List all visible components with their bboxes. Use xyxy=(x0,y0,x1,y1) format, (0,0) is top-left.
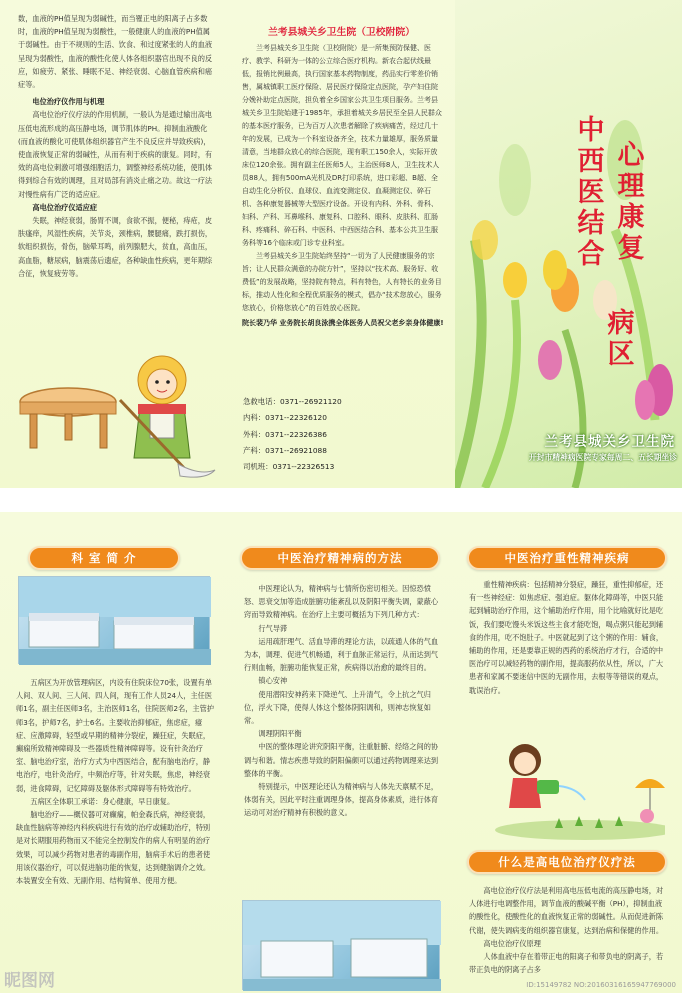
image-id-footer: ID:15149782 NO:20160316165947769000 xyxy=(526,981,676,989)
tcm-intro-paragraph: 中医理论认为，精神病与七情所伤密切相关。因惊恐愤怒、思衰交加等造成脏腑功能紊乱以及阴阳平衡失调，蒙蔽心窍而导致精神病。在治疗上主要可概括为下列几种方式： xyxy=(244,584,439,620)
indications-paragraph: 失眠，神经衰弱，肠胃不调，食欲不振，便秘，痔疮，皮肤瘙痒，风湿性疾病，关节炎，颈椎病，腰腿痛，跌打损伤，软组织损伤，骨伤，脑晕耳鸣，前列腺肥大，贫血，高血压，高血脂，糖尿病，脑震荡后遗症，各种缺血性疾病，更年期综合征，恢复疲劳等。 xyxy=(18,216,213,278)
eeg-therapy-paragraph: 脑电治疗——概仪器可对癫痫，帕金森氏病，神经衰弱，缺血性脑病等神经内科疾病进行有效的治疗或辅助治疗，特别是对长期服用药物而又不能完全控制发作的病人有明显的治疗效果，可以减少药物对患者的毒副作用，脑病手术后的患者使用该仪器治疗，可以促进脑功能的恢复，达到健脑调介之效。本装置安全有效、无副作用、结构简单、使用方便。 xyxy=(16,810,211,886)
vertical-title-ward xyxy=(605,308,637,370)
method-paragraph: 使用潜阳安神药来下降逆气、上升清气，令上抗之气归位，浮火下降，使得人体这个整体阴阳调和，则神志恢复如常。 xyxy=(244,689,431,726)
special-note-paragraph: 特别提示，中医理论还认为精神病与人体先天禀赋不足，体弱有关，因此平时注重调理身体，提高身体素质，进行体育运动可对治疗精神有积极的意义。 xyxy=(244,782,439,818)
method-paragraph: 中医的整体理论讲究阴阳平衡，注重脏腑、经络之间的协调与和谐。情志疾患导致的阴阳偏颇可以通过药物调理来达到整体的平衡。 xyxy=(244,742,439,778)
severe-mental-text xyxy=(469,578,669,697)
title-char: 病 xyxy=(607,308,635,339)
commitment-paragraph: 五病区全体职工承诺：身心健康，早日康复。 xyxy=(30,796,175,806)
vertical-title-left xyxy=(575,115,607,270)
title-char: 中 xyxy=(577,115,605,146)
section-paragraph: 高电位治疗仪疗法的作用机制，一般认为是通过输出高电压低电流形成的高压静电场，调节肌体的PH。抑制血液酸化(而血液的酸化可使肌体组织器官产生不良反应并导致疾病)，使血液恢复正常的弱碱性，从而有利于疾病的康复。同时，有效的高电位刺激可增强细胞活力，调整神经系统功能，使肌体得到综合有效的调理，且对局部有消炎止痛之功。故这一疗法对慢性病有广泛的适应症。 xyxy=(18,110,213,199)
panel-hospital-intro xyxy=(228,0,455,488)
ward-photo xyxy=(18,576,210,664)
title-char: 西 xyxy=(577,146,605,177)
principle-title: 高电位治疗仪原理 xyxy=(483,938,541,948)
ward-photo-2 xyxy=(242,900,440,990)
section-title: 电位治疗仪作用与机理 xyxy=(32,97,105,107)
method-title: 行气导滞 xyxy=(258,623,288,633)
method-paragraph: 运用疏肝理气、活血导滞的理论方法，以疏通人体的气血为本，调理、促进气机畅通，利于血脉正常运行，从而达到气行则血畅，脏腑功能恢复正常，疾病得以治愈的最终目的。 xyxy=(244,636,439,673)
method-title: 调理阴阳平衡 xyxy=(258,729,302,739)
electro-therapy-paragraph: 高电位治疗仪疗法是利用高电压低电流的高压静电场，对人体进行电调整作用，调节血液的酸碱平衡（PH），抑制血液的酸性化，使酸性化的血液恢复正常的弱碱性。从而促进新陈代谢，使失调病变的组织器官康复，达到治病和保健的作用。 xyxy=(469,886,664,935)
severe-mental-heading: 中医治疗重性精神疾病 xyxy=(467,546,667,570)
electro-therapy-text xyxy=(469,884,669,976)
title-char: 理 xyxy=(617,171,645,202)
title-char: 区 xyxy=(607,339,635,370)
contact-obstetrics: 产科：0371--26921088 xyxy=(243,445,327,455)
contact-list xyxy=(243,394,443,475)
hospital-text xyxy=(242,42,444,330)
panel-cover xyxy=(455,0,682,488)
principle-paragraph: 人体血液中存在着带正电的阳离子和带负电的阴离子，若带正负电的阴离子占多 xyxy=(469,952,664,975)
electro-therapy-heading: 什么是高电位治疗仪疗法 xyxy=(467,850,667,874)
title-char: 心 xyxy=(617,140,645,171)
panel-severe-mental xyxy=(455,512,682,993)
title-char: 康 xyxy=(617,202,645,233)
cleaning-girl-illustration xyxy=(10,340,220,480)
expert-subtitle: 开封市精神病医院专家每周二、五长期坐诊 xyxy=(528,453,677,462)
severe-mental-paragraph: 重性精神疾病：包括精神分裂症，躁狂，重性抑郁症，还有一些神经症：如焦虑症、强迫症。躯体化障碍等，中医只能起到辅助治疗作用，这个辅助治疗作用，用个比喻就好比是吃饭，我们要吃馒头米饭这些主食才能吃饱，喝点粥只能起到辅食的作用，吃不饱肚子。中医就起到了这个粥的作用：辅食，辅助的作用，还是要靠正规的西药的系统治疗才行，合适的中医治疗可以减轻药物的副作用，提高服药依从性，所以，广大患者和家属不要迷信中医的无副作用，去根等等错误的观点，耽误治疗。 xyxy=(469,580,664,695)
tcm-methods-heading: 中医治疗精神病的方法 xyxy=(240,546,440,570)
title-char: 合 xyxy=(577,239,605,270)
panel-electro-therapy xyxy=(0,0,228,488)
contact-surgery: 外科：0371--22326386 xyxy=(243,429,327,439)
section-title: 高电位治疗仪适应症 xyxy=(32,202,98,212)
contact-internal: 内科：0371--22326120 xyxy=(243,413,327,423)
tulip-flowers-illustration xyxy=(455,0,682,488)
hospital-title: 兰考县城关乡卫生院（卫校附院） xyxy=(268,27,415,38)
tcm-methods-text xyxy=(244,582,442,820)
ward-beds-image xyxy=(19,577,211,665)
watermark-logo: 昵图网 xyxy=(4,971,55,991)
ward-beds-image xyxy=(243,901,441,991)
contact-emergency: 急救电话：0371--26921120 xyxy=(243,397,342,406)
hospital-name: 兰考县城关乡卫生院 xyxy=(544,434,675,450)
title-char: 医 xyxy=(577,177,605,208)
department-paragraph: 五病区为开放管理病区，内设有住院床位70张，设置有单人间、双人间、三人间、四人间，现有工作人员24人，主任医师1名，副主任医师3名，主治医师1名，住院医师2名，主管护师3名，护师7名，护士6名。主要收治抑郁症，焦虑症，癔症、应激障碍，轻型或早期的精神分裂症，躁狂症，失眠症，癫痫所致精神障碍及一些器质性精神障碍等。设有针灸治疗室、脑电治疗室，治疗方式为中西医结合，配有脑电治疗，静电治疗，电针灸治疗，中频治疗等，针对失眠，焦虑，神经衰弱，进食障碍，记忆障碍及躯体形式障碍等有特效治疗。 xyxy=(16,678,214,793)
panel-tcm-methods xyxy=(228,512,455,993)
title-char: 复 xyxy=(617,233,645,264)
method-title: 镇心安神 xyxy=(258,676,288,686)
contact-drivers: 司机班：0371--22326513 xyxy=(243,462,335,472)
dean-greeting: 院长裴乃华 业务院长胡良泳携全体医务人员祝父老乡亲身体健康! xyxy=(242,319,444,327)
panel-department xyxy=(0,512,228,993)
intro-paragraph: 数，血液的PH值呈现为弱碱性，而当罹正电的阳离子占多数时，血液的PH值呈现为弱酸性，一般健康人的血液的PH值属于弱碱性。由于不规则的生活、饮食、和过度紧张的人的血液呈现为弱酸性，血液的酸性化使人体各组织器官出现不良的反应，如疲劳、紧张、睡眠不足、神经衰弱、心脑血管疾病和癌症等。 xyxy=(18,14,213,90)
service-paragraph: 兰考县城关乡卫生院始终坚持“一切为了人民健康服务的宗旨；让人民群众满意的办院方针”，坚持以“技术高、服务好、收费低”的发展战略，坚持院有特点，科有特色，人有特长的业务目标，推动人性化和全程优质服务的模式，倡办“技术您放心，服务您放心，价格您放心”的百姓放心医院。 xyxy=(242,252,442,312)
panel1-text xyxy=(18,12,216,280)
gardening-girl-illustration xyxy=(485,730,665,840)
department-text xyxy=(16,676,214,887)
vertical-title-right xyxy=(615,140,647,264)
department-heading: 科 室 简 介 xyxy=(28,546,180,570)
title-char: 结 xyxy=(577,208,605,239)
fold-gap xyxy=(0,488,682,512)
hospital-intro-paragraph: 兰考县城关乡卫生院（卫校附院）是一所集预防保健、医疗、教学、科研为一体的公立综合医疗机构。新农合起伏线最低，报销比例最高，执行国家基本药物制度，药品实行零差价销售，属城镇职工医疗保险、居民医疗保险定点医院，孕产妇住院分娩补助定点医院，担负着全乡国家公共卫生项目服务。兰考县城关乡卫生院始建于1985年，承担着城关乡居民至全县人民群众的基本医疗服务，已为百万人次患者解除了疾病痛苦，经过几十年的发展，已成为一个科室设备齐全，技术力量雄厚，服务质量清意，当地群众放心的综合医院，现有职工150余人，实际开放床位120余张。拥有副主任医师5人，主治医师8人，卫生技术人员88人，拥有500mA光机及DR打印系统，进口彩超、B超、全自动生化分析仪、血球仪、血流变测定仪、血凝测定仪、碎石机、各种康复器械等大型医疗设备。开设有内科、外科、骨科、妇科、产科、耳鼻喉科、康复科、口腔科、眼科、皮肤科、肛肠科、疼痛科、碎石科、中医科、中西医结合科、基本公共卫生服务科等16个临床或门诊专业科室。 xyxy=(242,44,442,247)
